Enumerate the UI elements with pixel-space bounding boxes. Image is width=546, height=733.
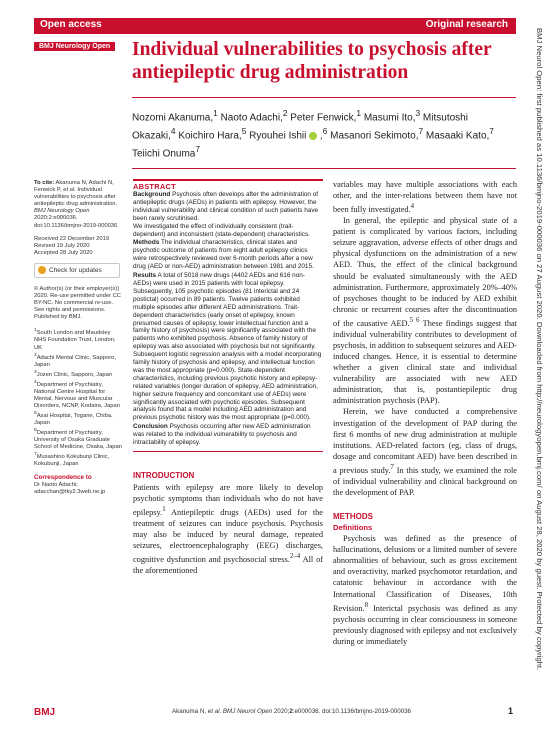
download-note bbox=[535, 28, 543, 718]
correspondence-block[interactable]: Dr Naoto Adachi; adacchan@tky2.3web.ne.jp bbox=[34, 481, 106, 495]
bmj-logo: BMJ bbox=[34, 707, 56, 718]
header-bar bbox=[34, 18, 516, 34]
affiliations-block: $^1$South London and Maudsley NHS Foundation Trust, London, UK $^2$Adachi Mental Clinic, Sapporo, Japan $^3$Jozen Clinic, Sapporo, Japan $^4$Department of Psychiatry, National Centre Hospital for Mental, Nervous and Muscular Disorders, NCNP, Kodaira, Japan $^5$Asai Hospital, Togane, Chiba, Japan $^6$Department of Psychiatry, University of Osaka Graduate School of Medicine, Osaka, Japan $^7$Musashino Kokubunji Clinic, Kokubunji, Japan bbox=[34, 328, 122, 468]
author-list: Nozomi Akanuma,$^1$ Naoto Adachi,$^2$ Peter Fenwick,$^1$ Masumi Ito,$^3$ Mitsutoshi Okazaki,$^4$ Koichiro Hara,$^5$ Ryouhei Ishii ,$^6$ Masanori Sekimoto,$^7$ Masaaki Kato,$^7$ Teiichi Onuma$^7$ bbox=[132, 108, 494, 160]
article-title: Individual vulnerabilities to psychosis after antiepileptic drug administration bbox=[132, 39, 492, 83]
methods-heading: METHODS bbox=[333, 511, 373, 521]
check-for-updates-button[interactable] bbox=[34, 263, 120, 278]
dates-block: Received 22 December 2019 Revised 19 July 2020 Accepted 28 July 2020 bbox=[34, 235, 110, 256]
paragraph: variables may have multiple associations with each other, and the inter-relations between them have not been fully investigated.$^4$ bbox=[333, 180, 517, 214]
authors-divider bbox=[132, 168, 516, 169]
abstract-heading: ABSTRACT bbox=[133, 182, 176, 191]
correspondence-heading: Correspondence to bbox=[34, 474, 92, 482]
right-column bbox=[333, 179, 517, 647]
introduction-body: Patients with epilepsy are more likely to develop psychotic symptoms than individuals who do not have epilepsy.$^1$ Antiepileptic drugs (AEDs) used for the treatment of seizures can induce psychosis. Psychosis may also be induced by neural damage, repeated seizures, electroencephalography (EEG) discharges, cognitive dysfunction and psychosocial stress.$^{2-4}$ All of the aforementioned bbox=[133, 483, 323, 576]
abstract-body: Background Psychosis often develops after the administration of antiepileptic drugs (AEDs) in patients with epilepsy. However, the individual vulnerability and clinical condition of such patients have been rarely scrutinised. We investigated the effect of individually consistent (trait-dependent) and inconsistent (state-dependent) characteristics. Methods The individual characteristics, clinical states and psychotic outcome of patients from eight adult epilepsy clinics were retrospectively reviewed over 6-month periods after a new drug (AED or non-AED) administration between 1981 and 2015. Results A total of 5018 new drugs (4402 AEDs and 616 non-AEDs) were used in 2015 patients with focal epilepsy. Subsequently, 105 psychotic episodes (81 interictal and 24 postictal) occurred in 89 patients. Twelve patients exhibited multiple episodes after different AED administrations. Trait-dependent characteristics (early onset of epilepsy, known presumed causes of epilepsy, lower intellectual function and a family history of psychosis) were significantly associated with the patients who exhibited psychosis. Absence of family history of epilepsy was also associated with psychosis but not significantly. Subsequent logistic regression analysis with a model incorporating family history of psychosis and epilepsy, and intellectual function was the most appropriate (p=0.000). State-dependent characteristics, including previous psychotic history and epilepsy-related variables (longer duration of epilepsy, AED administration, higher seizure frequency and concomitant use of AEDs) were significantly associated with psychotic episodes. Subsequent analysis found that a model including AED administration and previous psychotic history was the most appropriate (p=0.000). Conclusion Psychosis occurring after new AED administration was related to the individual vulnerability to psychosis and intractability of epilepsy. bbox=[133, 191, 322, 447]
abstract-top-rule bbox=[133, 179, 323, 181]
introduction-heading: INTRODUCTION bbox=[133, 471, 195, 480]
paragraph: In general, the epileptic and physical state of a patient is complicated by various factors, including seizure aggravation, adverse effects of other drugs and physical dysfunctions on the administration of a new AED. Thus, the effect of the clinical background should be evaluated simultaneously with the AED administration. Furthermore, approximately 20%–40% of psychoses thought to be induced by AED exhibit chronic or recurrent courses after the discontinuation of the causative AED.$^{5 6}$ These findings suggest that individual vulnerability contributes to development of psychosis, in addition to subsequent seizures and AED-induced changes. Hence, it is essential to determine whether a given clinical state and individual vulnerability are associated with new AED administration, that is, postantiepileptic drug administration psychosis (PAP). bbox=[333, 216, 517, 406]
license-block: © Author(s) (or their employer(s)) 2020. Re-use permitted under CC BY-NC. No commercial re-use. See rights and permissions. Published by BMJ. bbox=[34, 285, 121, 321]
crossmark-icon bbox=[38, 266, 46, 274]
middle-column bbox=[133, 179, 323, 576]
title-divider bbox=[132, 97, 516, 98]
footer-citation: Akanuma N, et al. BMJ Neurol Open 2020;2:e000036. doi:10.1136/bmjno-2019-000036 bbox=[172, 708, 411, 715]
page-number: 1 bbox=[508, 706, 514, 716]
paragraph: Herein, we have conducted a comprehensive investigation of the development of PAP during the first 6 months of new drug administration at multiple institutions. AED-related factors (eg, class of drugs, dosage and concomitant AED) have been described in a previous study.$^7$ In this study, we examined the role of individual vulnerability and clinical background on the development of PAP. bbox=[333, 407, 517, 497]
cite-block: To cite: Akanuma N, Adachi N, Fenwick P, et al. Individual vulnerabilities to psychosis after antiepileptic drug administration. BMJ Neurology Open 2020;2:e000036. doi:10.1136/bmjno-2019-000036 bbox=[34, 180, 118, 229]
definitions-heading: Definitions bbox=[333, 523, 373, 533]
article-type-label: Original research bbox=[425, 19, 508, 30]
check-for-updates-label: Check for updates bbox=[49, 266, 102, 274]
open-access-label: Open access bbox=[40, 19, 102, 30]
download-note-text: BMJ Neurol Open: first published as 10.1136/bmjno-2019-000036 on 27 August 2020. Downloaded from http://neurologyopen.bmj.com/ on August 28, 2020 by guest. Protected by copyright. bbox=[535, 28, 544, 671]
abstract-bottom-rule bbox=[133, 451, 323, 452]
paragraph: Psychosis was defined as the presence of hallucinations, delusions or a limited number of severe abnormalities of behaviour, such as gross excitement and overactivity, marked psychomotor retardation, and catatonic behaviour in accordance with the International Classification of Diseases, 10th Revision.$^8$ Interictal psychosis was defined as any psychosis occurring in clear consciousness in someone previously diagnosed with epilepsy and not exclusively during or immediately bbox=[333, 534, 517, 646]
sidebar bbox=[34, 180, 124, 502]
journal-tag: BMJ Neurology Open bbox=[34, 42, 115, 51]
